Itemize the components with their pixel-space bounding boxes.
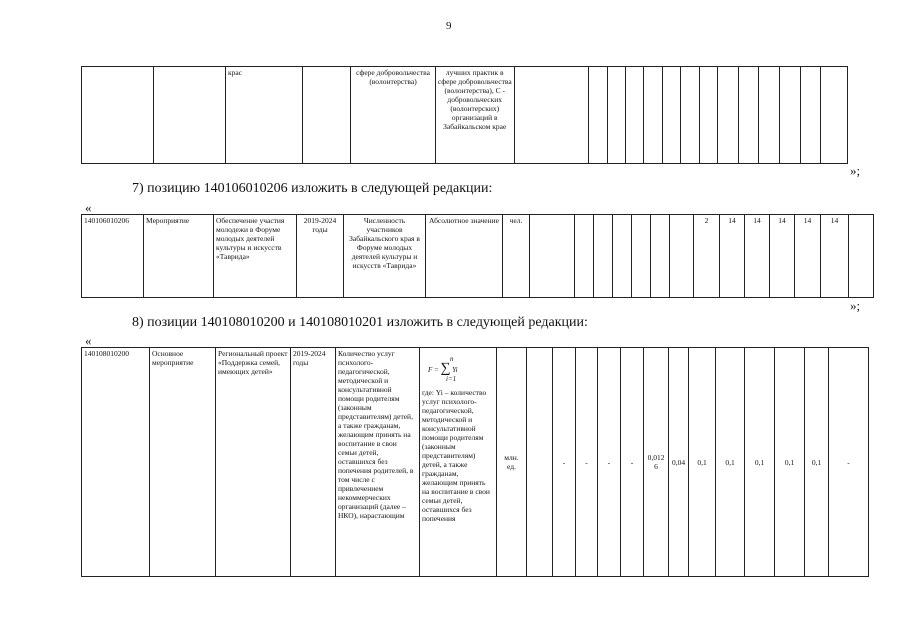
- cell-value: [608, 67, 625, 164]
- formula: [428, 355, 494, 384]
- formula-sigma: ∑: [440, 361, 451, 376]
- cell-method: лучших практик в сфере добровольчества (волонтерства), С - добровольческих (волонтерских) организаций в Забайкальском крае: [435, 67, 514, 164]
- cell-name: Обеспечение участия молодежи в Форуме молодых деятелей культуры и искусств «Таврида»: [214, 215, 297, 298]
- cell-type: Мероприятие: [144, 215, 214, 298]
- formula-lower: i=1: [446, 375, 457, 383]
- closing-quote-1: »;: [850, 163, 861, 178]
- page-number: 9: [446, 20, 452, 32]
- cell-value: [527, 348, 553, 577]
- cell-name: Региональный проект «Поддержка семей, имеющих детей»: [216, 348, 291, 577]
- cell-value: 14: [795, 215, 821, 298]
- cell-years: 2019-2024 годы: [297, 215, 344, 298]
- cell-value: -: [553, 348, 576, 577]
- cell-value: 2: [694, 215, 720, 298]
- cell-value: [575, 215, 594, 298]
- formula-lhs: F =: [428, 366, 439, 374]
- cell-value: 0,1: [805, 348, 829, 577]
- cell-indicator: Количество услуг психолого-педагогической, методической и консультативной помощи родителям (законным представителям) детей, а также гражданам, желающим принять на воспитание в свои семьи детей, оставшихся без попечения родителей, в том числе с привлечением некоммерческих организаций (далее – НКО), нарастающим: [336, 348, 420, 577]
- cell-unit: млн. ед.: [497, 348, 527, 577]
- cell-value: -: [621, 348, 644, 577]
- heading-item-8: 8) позиции 140108010200 и 140108010201 изложить в следующей редакции:: [132, 315, 588, 330]
- cell-value: 14: [720, 215, 745, 298]
- cell-unit: [514, 67, 588, 164]
- cell-value: [644, 67, 663, 164]
- cell-value: [681, 67, 700, 164]
- cell-value: 14: [821, 215, 849, 298]
- cell-value: [632, 215, 651, 298]
- cell-value: -: [598, 348, 621, 577]
- cell-value: [670, 215, 694, 298]
- opening-quote-7: «: [85, 200, 92, 215]
- heading-item-7: 7) позицию 140106010206 изложить в следующей редакции:: [132, 181, 493, 196]
- table-item-8: [81, 347, 869, 577]
- formula-term: Yi: [452, 366, 458, 374]
- cell-indicator: сфере добровольчества (волонтерства): [351, 67, 435, 164]
- formula-upper: n: [450, 355, 454, 363]
- cell-value: 0,1: [745, 348, 775, 577]
- closing-quote-2: »;: [850, 298, 861, 313]
- cell-value: [821, 67, 848, 164]
- cell-value: [651, 215, 670, 298]
- cell-value: [849, 215, 874, 298]
- cell-value: 0,1: [716, 348, 745, 577]
- cell-value: [594, 215, 613, 298]
- cell-value: [613, 215, 632, 298]
- cell-method: Абсолютное значение: [426, 215, 503, 298]
- method-text: где: Yi – количество услуг психолого-педагогической, методической и консультативной помощи родителям (законным представителям) детей, а также гражданам, желающим принять на воспитание в свои семьи детей, оставшихся без попечения: [422, 388, 490, 523]
- cell-years: 2019-2024 годы: [291, 348, 336, 577]
- cell-value: [800, 67, 821, 164]
- cell-value: 14: [770, 215, 795, 298]
- cell-value: [780, 67, 801, 164]
- cell-value: [530, 215, 575, 298]
- cell-value: [699, 67, 718, 164]
- cell-type: Основное мероприятие: [150, 348, 216, 577]
- cell-value: 0,0126: [644, 348, 669, 577]
- cell-value: [718, 67, 739, 164]
- cell-code: 140108010200: [82, 348, 150, 577]
- cell-value: 14: [745, 215, 770, 298]
- table-item-7: [81, 214, 874, 298]
- cell-name: крас: [225, 67, 302, 164]
- cell-value: [662, 67, 681, 164]
- cell-value: -: [829, 348, 869, 577]
- cell-code: [82, 67, 154, 164]
- cell-value: 0,1: [689, 348, 716, 577]
- cell-code: 140106010206: [82, 215, 144, 298]
- cell-type: [153, 67, 225, 164]
- cell-value: [759, 67, 780, 164]
- cell-indicator: Численность участников Забайкальского края в Форуме молодых деятелей культуры и искусств «Таврида»: [344, 215, 426, 298]
- cell-value: [738, 67, 759, 164]
- table-continued: [81, 66, 848, 164]
- cell-value: -: [576, 348, 598, 577]
- cell-unit: чел.: [503, 215, 530, 298]
- cell-value: [588, 67, 608, 164]
- cell-method: [420, 348, 497, 577]
- cell-value: [625, 67, 644, 164]
- cell-years: [303, 67, 351, 164]
- opening-quote-8: «: [85, 333, 92, 348]
- cell-value: 0,04: [669, 348, 689, 577]
- cell-value: 0,1: [775, 348, 805, 577]
